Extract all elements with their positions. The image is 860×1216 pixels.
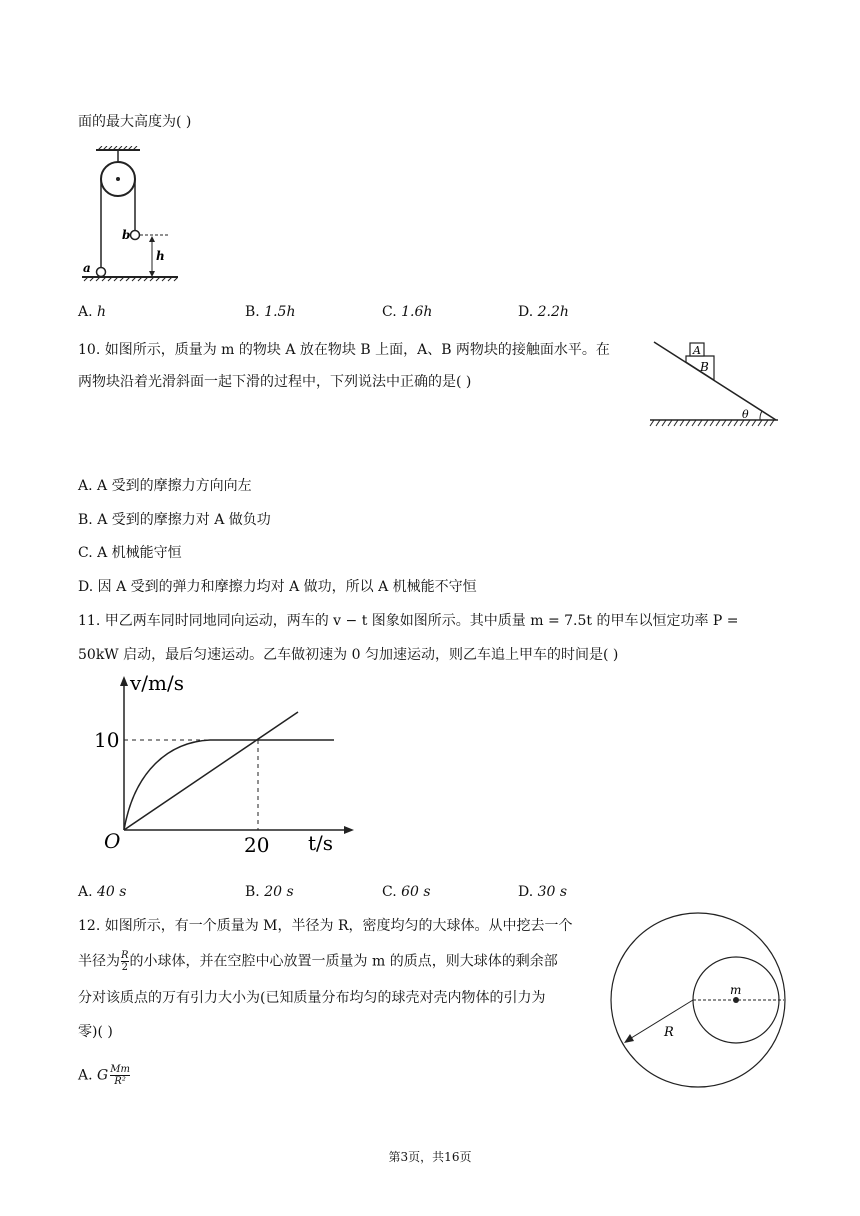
q12-stem-line2: 半径为 $\frac{R}{2}$ 的小球体，并在空腔中心放置一质量为 m 的质点，则大球体的剩余部	[78, 950, 558, 973]
q11-option-b[interactable]: B. 20 s	[245, 884, 294, 900]
label-m: m	[730, 983, 742, 997]
q12-sphere-figure	[608, 910, 788, 1090]
q12-stem-line3: 分对该质点的万有引力大小为(已知质量分布均匀的球壳对壳内物体的引力为	[78, 990, 546, 1006]
q9-option-b[interactable]: B. 1.5h	[245, 304, 296, 320]
q9-stem-tail: 面的最大高度为( )	[78, 114, 192, 130]
q10-option-a[interactable]: A. A 受到的摩擦力方向向左	[78, 478, 252, 494]
q11-option-d[interactable]: D. 30 s	[518, 884, 568, 900]
q12-stem-line4: 零)( )	[78, 1024, 113, 1040]
x-axis-label: t/s	[308, 831, 334, 855]
q11-vt-graph	[78, 672, 358, 872]
q9-pulley-figure	[78, 146, 178, 288]
q11-option-a[interactable]: A. 40 s	[78, 884, 127, 900]
q10-option-c[interactable]: C. A 机械能守恒	[78, 545, 182, 561]
label-b: b	[122, 228, 131, 242]
q10-option-b[interactable]: B. A 受到的摩擦力对 A 做负功	[78, 512, 271, 528]
label-h: h	[156, 249, 165, 263]
label-theta: θ	[742, 408, 749, 421]
q10-stem-line1: 10. 如图所示，质量为 m 的物块 A 放在物块 B 上面，A、B 两物块的接触面水平。在	[78, 342, 610, 358]
x-tick-20: 20	[244, 833, 270, 857]
label-block-a: A	[693, 344, 701, 357]
q11-stem-line2: 50kW 启动，最后匀速运动。乙车做初速为 0 匀加速运动，则乙车追上甲车的时间是( )	[78, 647, 619, 663]
label-a: a	[83, 261, 91, 275]
q11-option-c[interactable]: C. 60 s	[382, 884, 431, 900]
label-block-b: B	[700, 360, 709, 374]
fraction-r-over-2: $\frac{R}{2}$	[121, 950, 129, 973]
y-tick-10: 10	[94, 728, 120, 752]
q10-option-d[interactable]: D. 因 A 受到的弹力和摩擦力均对 A 做功，所以 A 机械能不守恒	[78, 579, 477, 595]
q9-option-a[interactable]: A. h	[78, 304, 107, 320]
page-footer: 第3页，共16页	[388, 1150, 472, 1164]
q10-stem-line2: 两物块沿着光滑斜面一起下滑的过程中，下列说法中正确的是( )	[78, 374, 472, 390]
fraction-mm-over-r2: $\frac{Mm}{\text{R²}}$	[110, 1064, 130, 1087]
q9-option-d[interactable]: D. 2.2h	[518, 304, 569, 320]
origin-label: O	[104, 829, 121, 853]
q11-stem-line1: 11. 甲乙两车同时同地同向运动，两车的 v − t 图象如图所示。其中质量 m = 7.5t 的甲车以恒定功率 P =	[78, 613, 739, 629]
y-axis-label: v/m/s	[130, 672, 185, 695]
q10-incline-figure	[648, 338, 782, 432]
q12-option-a[interactable]: A. G $\frac{Mm}{\text{R²}}$	[78, 1064, 130, 1087]
q9-option-c[interactable]: C. 1.6h	[382, 304, 433, 320]
label-R: R	[664, 1025, 674, 1040]
q12-stem-line1: 12. 如图所示，有一个质量为 M，半径为 R，密度均匀的大球体。从中挖去一个	[78, 918, 573, 934]
